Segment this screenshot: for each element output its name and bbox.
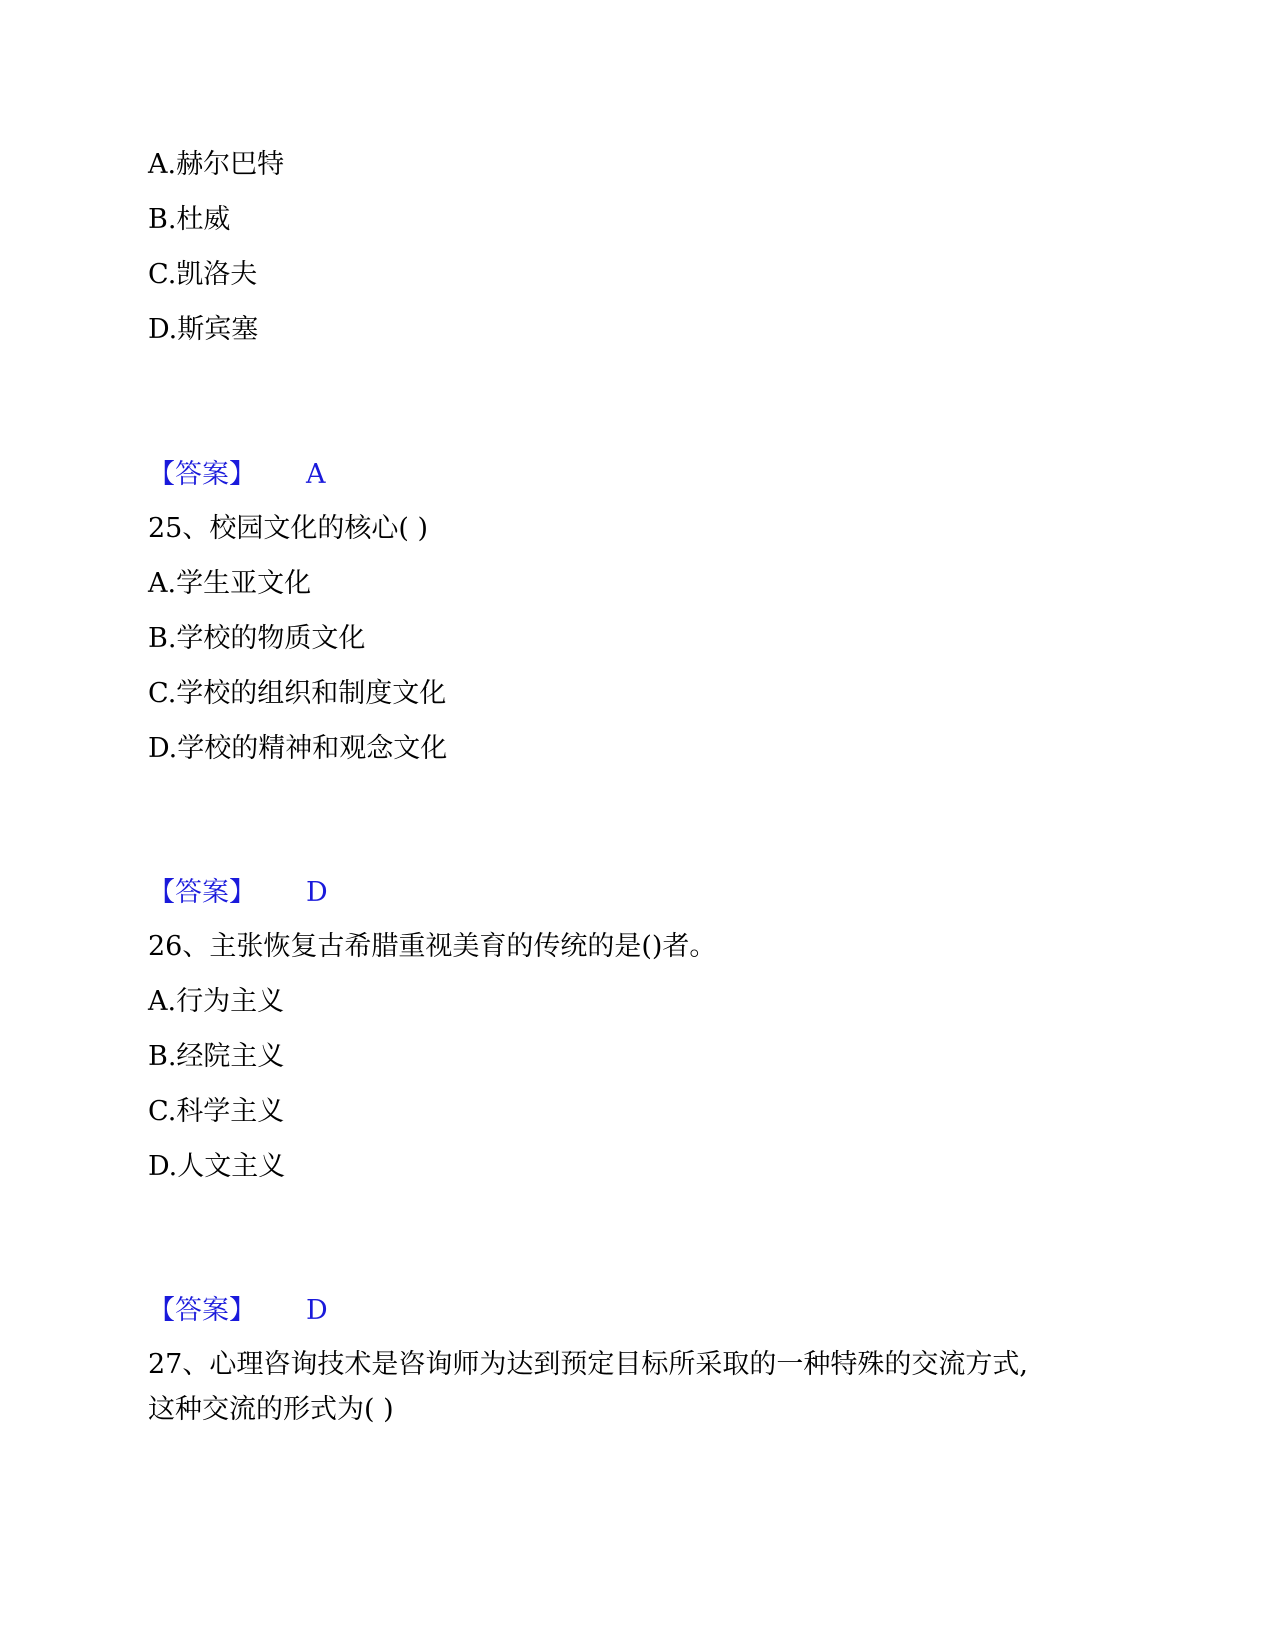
- q25-answer-value: D: [306, 877, 328, 908]
- q25-answer: [148, 876, 328, 910]
- q25-answer-label: 【答案】: [148, 877, 256, 908]
- q26-option-a: A.行为主义: [148, 986, 285, 1017]
- q24-option-d: D.斯宾塞: [148, 314, 259, 345]
- q27-question-line2: 这种交流的形式为( ): [148, 1394, 394, 1425]
- q26-question: 26、主张恢复古希腊重视美育的传统的是()者。: [148, 931, 717, 962]
- q25-option-b: B.学校的物质文化: [148, 623, 366, 654]
- q26-option-b: B.经院主义: [148, 1041, 285, 1072]
- q26-option-c: C.科学主义: [148, 1096, 285, 1127]
- q25-option-d: D.学校的精神和观念文化: [148, 733, 448, 764]
- q24-answer: [148, 458, 326, 492]
- q25-question: 25、校园文化的核心( ): [148, 513, 429, 544]
- q26-answer: [148, 1294, 328, 1328]
- q24-option-a: A.赫尔巴特: [148, 149, 285, 180]
- q24-answer-value: A: [306, 459, 326, 490]
- q26-answer-value: D: [306, 1295, 328, 1326]
- q25-option-c: C.学校的组织和制度文化: [148, 678, 447, 709]
- q24-option-b: B.杜威: [148, 204, 231, 235]
- q24-option-c: C.凯洛夫: [148, 259, 258, 290]
- q25-option-a: A.学生亚文化: [148, 568, 312, 599]
- q24-answer-label: 【答案】: [148, 459, 256, 490]
- q27-question-line1: 27、心理咨询技术是咨询师为达到预定目标所采取的一种特殊的交流方式,: [148, 1349, 1028, 1380]
- q26-option-d: D.人文主义: [148, 1151, 286, 1182]
- q26-answer-label: 【答案】: [148, 1295, 256, 1326]
